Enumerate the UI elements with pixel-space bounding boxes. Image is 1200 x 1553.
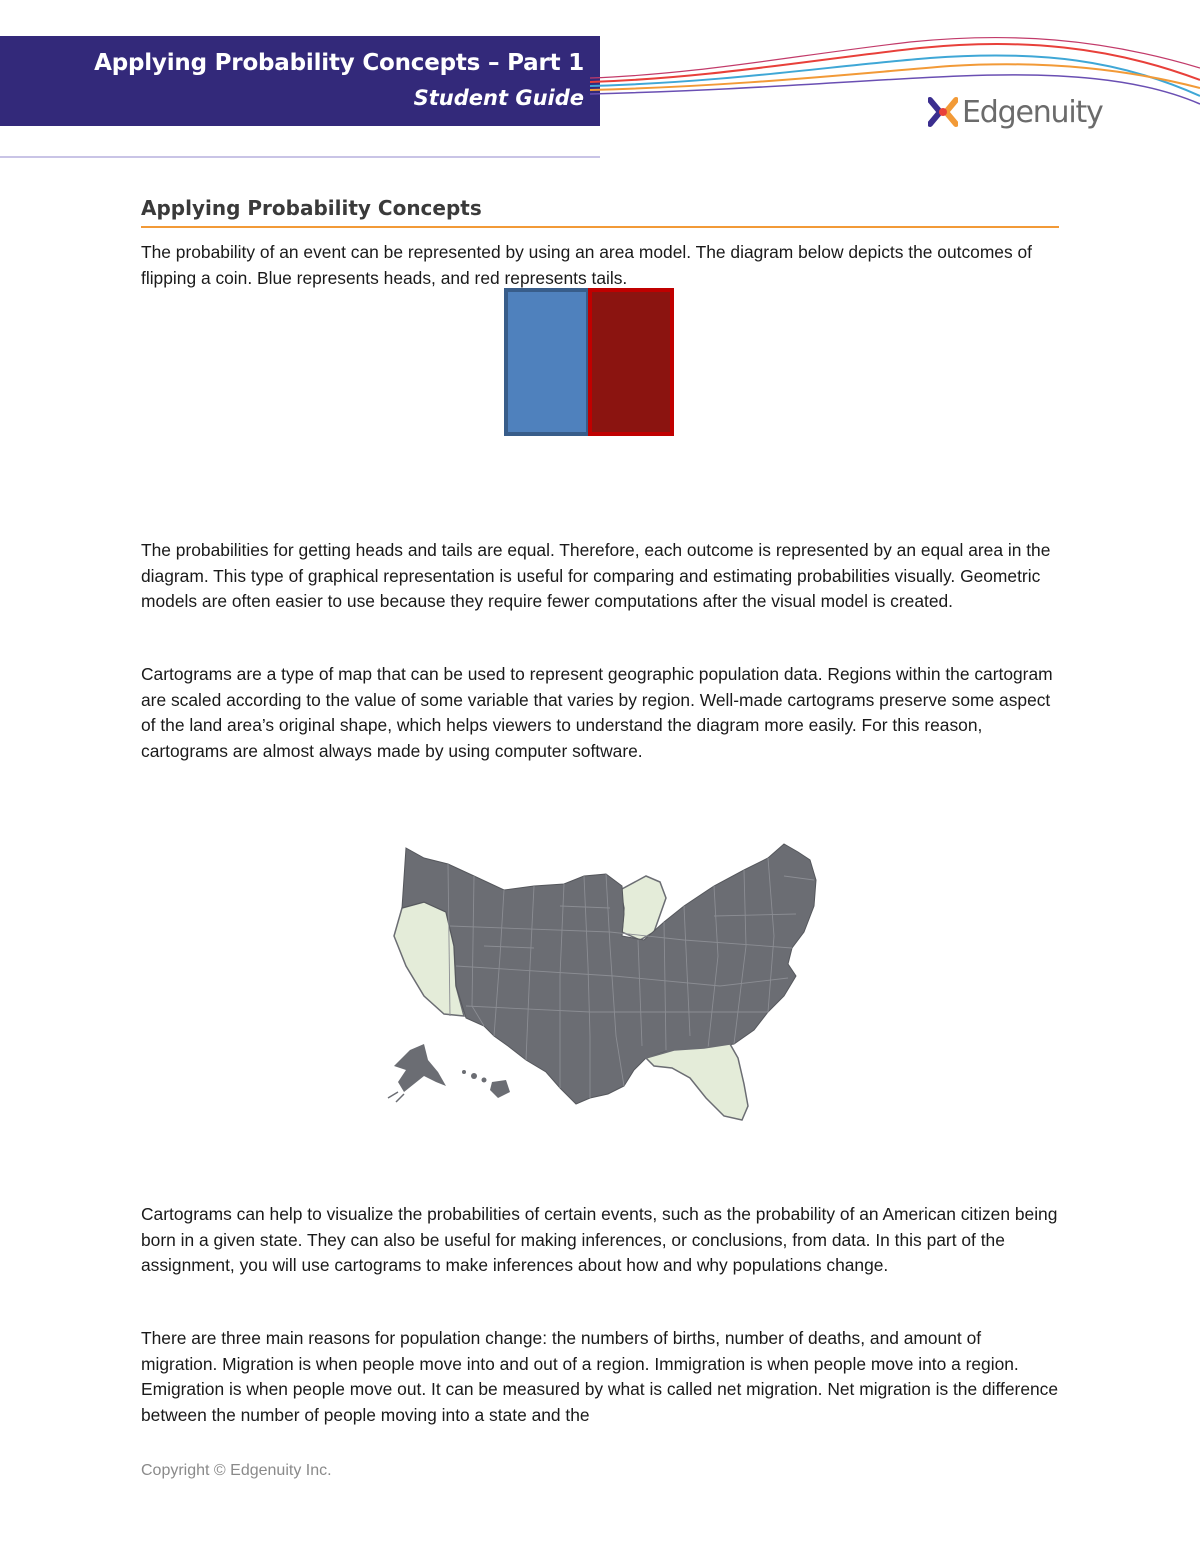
section-rule xyxy=(141,226,1059,228)
equal-probability-paragraph: The probabilities for getting heads and tails are equal. Therefore, each outcome is represented by an equal area in the diagram. This type of graphical representation is useful for comparing and estimating probabilities visually. Geometric models are often easier to use because they require fewer computations after the visual model is created. xyxy=(141,540,1051,612)
document-title: Applying Probability Concepts – Part 1 xyxy=(94,50,584,76)
cartogram-intro-paragraph: Cartograms are a type of map that can be used to represent geographic population data. Regions within the cartogram are scaled according to the value of some variable that varies by region. Well-made cartograms preserve some aspect of the land area’s original shape, which helps viewers to understand the diagram more easily. For this reason, cartograms are almost always made by using computer software. xyxy=(141,664,1053,761)
cartogram-southeast-peninsula xyxy=(646,1044,748,1120)
cartogram-mainland xyxy=(402,844,816,1104)
us-cartogram-map xyxy=(384,836,824,1126)
decorative-waves xyxy=(590,20,1200,110)
population-change-paragraph: There are three main reasons for population change: the numbers of births, number of deaths, and amount of migration. Migration is when people move into and out of a region. Immigration is when people move into a region. Emigration is when people move out. It can be measured by what is called net migration. Net migration is the difference between the number of people moving into a state and the xyxy=(141,1328,1059,1425)
cartogram-hawaii xyxy=(462,1070,510,1098)
edgenuity-logo xyxy=(928,92,1103,132)
banner-underline xyxy=(0,156,600,158)
cartogram-alaska xyxy=(394,1044,446,1092)
intro-paragraph: The probability of an event can be represented by using an area model. The diagram below depicts the outcomes of flipping a coin. Blue represents heads, and red represents tails. xyxy=(141,242,1033,288)
document-subtitle: Student Guide xyxy=(413,86,584,110)
cartogram-probability-paragraph: Cartograms can help to visualize the probabilities of certain events, such as the probability of an American citizen being born in a given state. They can also be useful for making inferences, or conclusions, from data. In this part of the assignment, you will use cartograms to make inferences about how and why populations change. xyxy=(141,1204,1058,1276)
tails-region xyxy=(590,290,672,434)
edgenuity-x-icon xyxy=(928,96,958,128)
header-banner xyxy=(0,36,600,126)
heads-region xyxy=(506,290,588,434)
section-title: Applying Probability Concepts xyxy=(141,196,482,220)
logo-wordmark: Edgenuity xyxy=(962,94,1103,130)
footer-copyright: Copyright © Edgenuity Inc. xyxy=(141,1462,332,1479)
coin-area-model xyxy=(504,288,676,438)
